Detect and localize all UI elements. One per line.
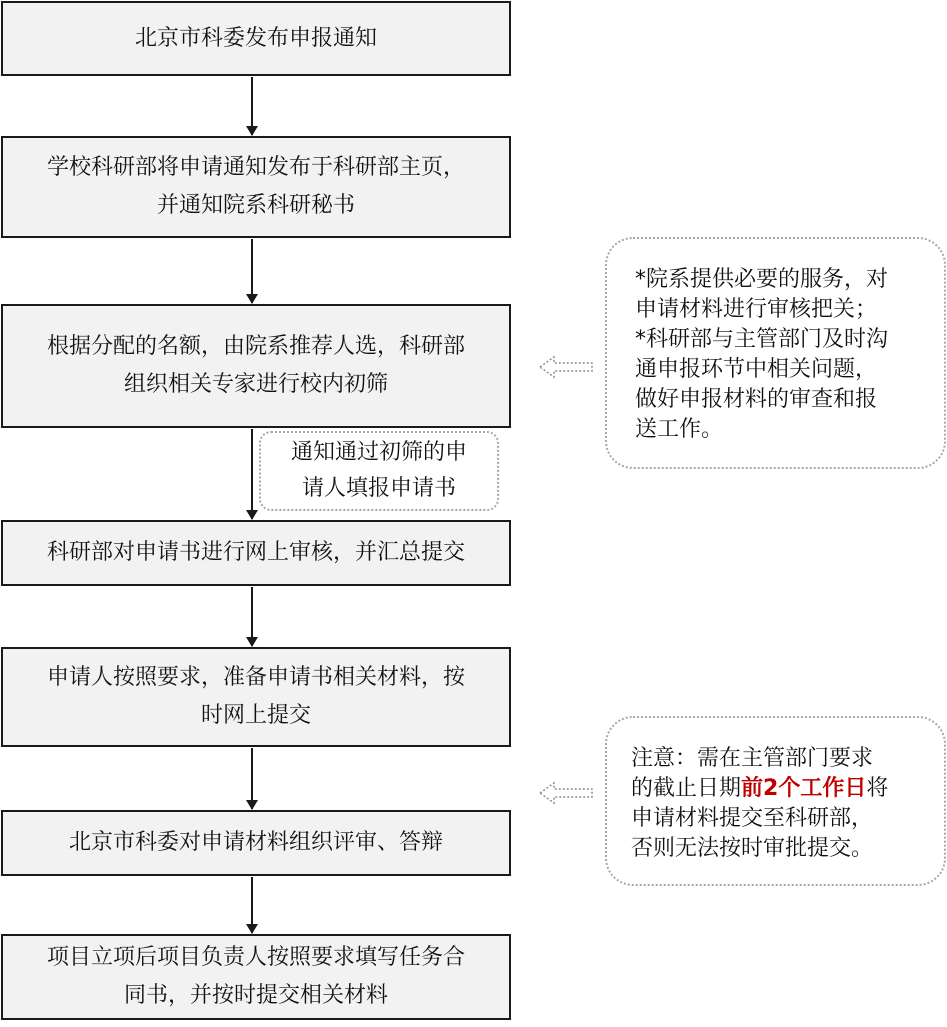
step-5-box [1,647,511,747]
step-2-box [1,136,511,238]
deadline-note-line1: 注意：需在主管部门要求 [631,746,874,771]
duties-note-line6: 送工作。 [635,417,724,442]
step-6-box [1,810,511,876]
arrow-6-7 [251,877,253,933]
duties-note-line1: *院系提供必要的服务，对 [635,267,889,292]
step-4-text: 科研部对申请书进行网上审核，并汇总提交 [46,540,465,565]
screening-notice-callout [259,431,499,511]
step-5-text-line1: 申请人按照要求，准备申请书相关材料，按 [46,665,465,690]
step-1-text: 北京市科委发布申报通知 [134,25,377,51]
step-3-text-line1: 根据分配的名额，由院系推荐人选，科研部 [46,334,465,359]
step-2-text-line2: 并通知院系科研秘书 [156,193,355,218]
hollow-left-arrow-icon [538,354,594,380]
step-2-text-line1: 学校科研部将申请通知发布于科研部主页， [46,155,465,180]
screening-notice-line2: 请人填报申请书 [301,476,456,501]
duties-note-line4: 通申报环节中相关问题， [635,357,878,382]
step-3-box [1,304,511,428]
arrow-1-2 [251,77,253,135]
deadline-note-line2-after: 将 [866,776,889,801]
deadline-note-line4: 否则无法按时审批提交。 [631,836,874,861]
step-4-box [1,520,511,586]
step-7-box [1,934,511,1020]
arrow-4-5 [251,587,253,646]
duties-note [605,237,946,469]
arrow-5-6 [251,748,253,809]
deadline-note-line2-before: 的截止日期 [631,776,742,801]
deadline-highlight: 前2个工作日 [741,776,867,801]
duties-note-line2: 申请材料进行审核把关； [635,297,878,322]
deadline-note [605,716,946,886]
step-5-text-line2: 时网上提交 [200,703,311,728]
deadline-note-line3: 申请材料提交至科研部， [631,806,874,831]
step-6-text: 北京市科委对申请材料组织评审、答辩 [68,830,443,855]
arrow-3-4 [251,429,253,519]
arrow-2-3 [251,239,253,303]
duties-note-line5: 做好申报材料的审查和报 [635,387,878,412]
deadline-note-line2 [631,774,936,804]
screening-notice-line1: 通知通过初筛的申 [290,440,467,465]
duties-note-line3: *科研部与主管部门及时沟 [635,327,889,352]
step-7-text-line1: 项目立项后项目负责人按照要求填写任务合 [46,945,465,970]
step-3-text-line2: 组织相关专家进行校内初筛 [123,372,388,397]
step-7-text-line2: 同书，并按时提交相关材料 [123,983,388,1008]
step-1-box [1,1,511,76]
hollow-left-arrow-icon [538,780,594,806]
